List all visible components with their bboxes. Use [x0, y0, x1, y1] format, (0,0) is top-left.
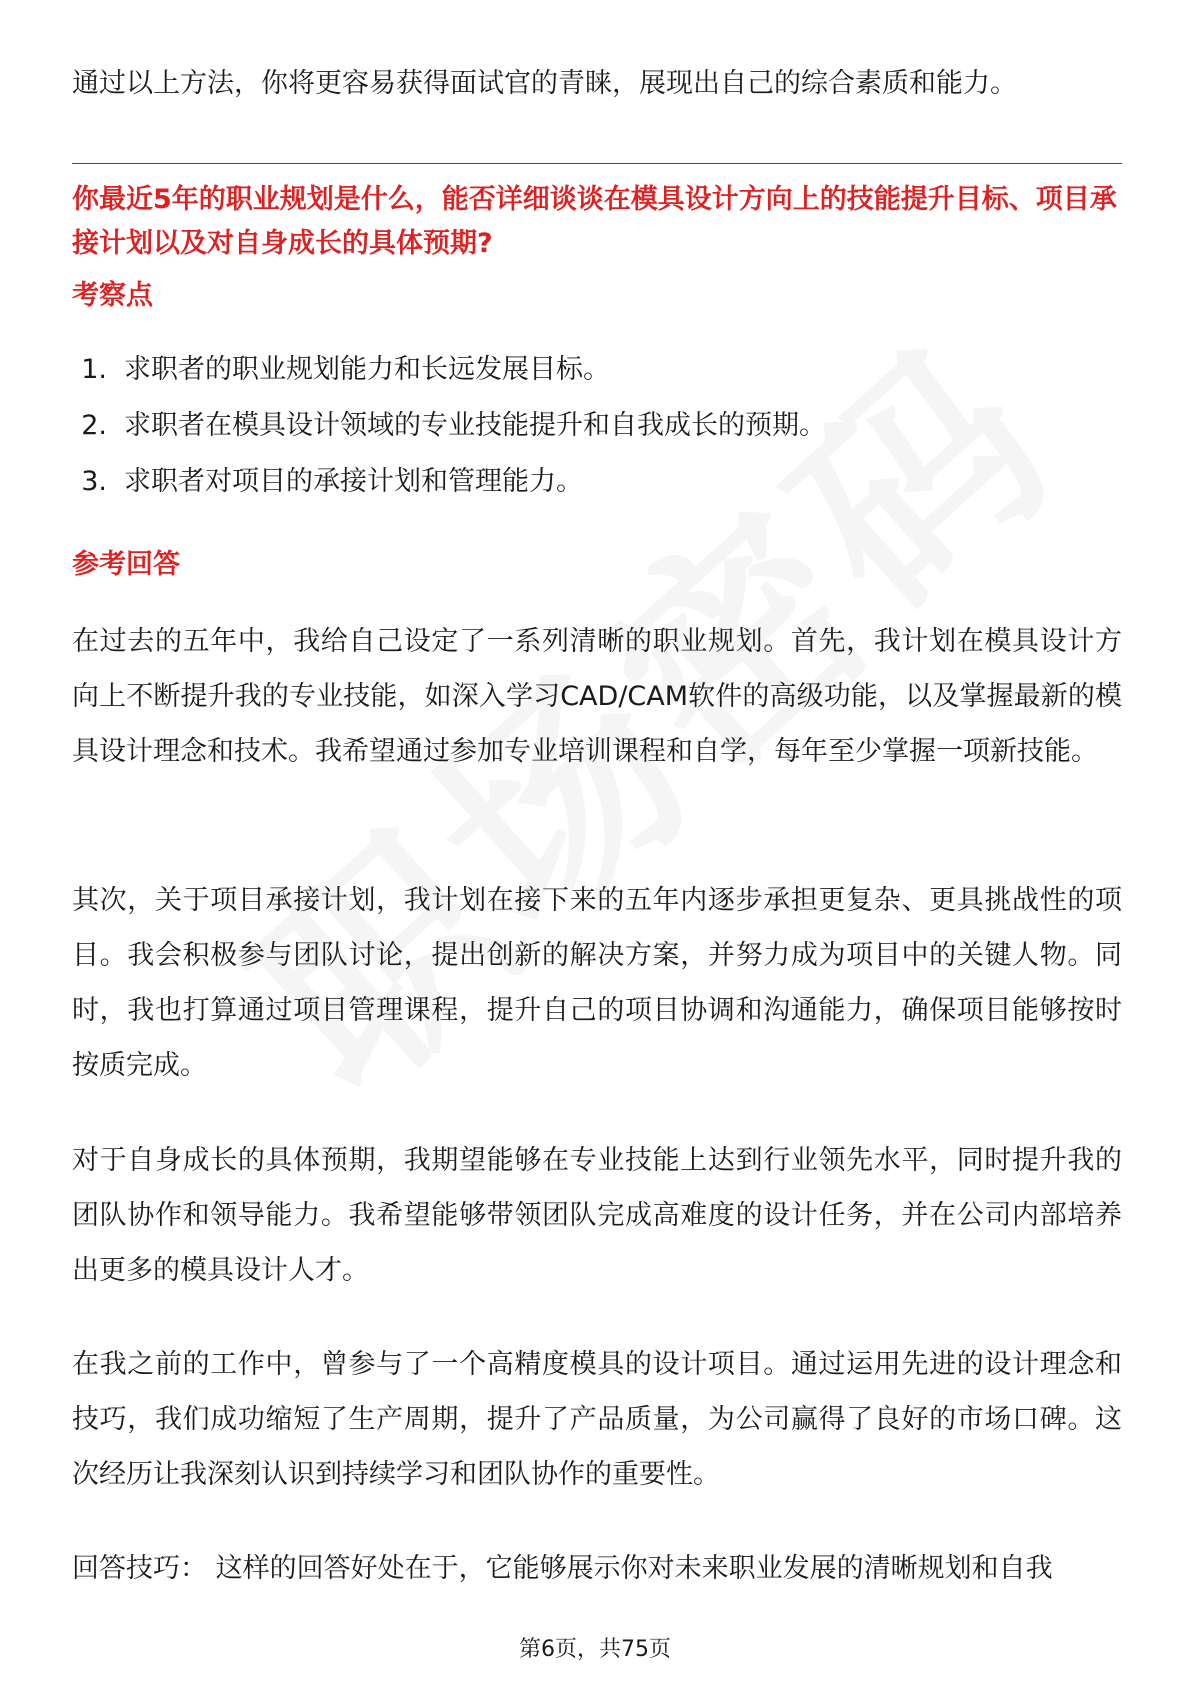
assessment-heading: 考察点: [72, 280, 153, 311]
list-number: 3.: [81, 466, 107, 497]
answer-tips-paragraph: 回答技巧： 这样的回答好处在于，它能够展示你对未来职业发展的清晰规划和自我: [72, 1553, 1053, 1584]
answer-heading: 参考回答: [72, 549, 180, 580]
section-divider: [72, 163, 1122, 164]
list-item: [72, 404, 826, 460]
page-number: 第6页，共75页: [519, 1637, 671, 1662]
list-number: 1.: [81, 354, 107, 385]
answer-paragraph: 其次，关于项目承接计划，我计划在接下来的五年内逐步承担更复杂、更具挑战性的项目。我会积极参与团队讨论，提出创新的解决方案，并努力成为项目中的关键人物。同时，我也打算通过项目管理课程，提升自己的项目协调和沟通能力，确保项目能够按时按质完成。: [72, 885, 1122, 1081]
list-item-text: 求职者的职业规划能力和长远发展目标。: [124, 354, 610, 385]
list-item: [72, 460, 826, 516]
list-item-text: 求职者对项目的承接计划和管理能力。: [124, 466, 583, 497]
assessment-points-list: [72, 348, 826, 516]
list-number: 2.: [81, 410, 107, 441]
answer-paragraph: 对于自身成长的具体预期，我期望能够在专业技能上达到行业领先水平，同时提升我的团队协作和领导能力。我希望能够带领团队完成高难度的设计任务，并在公司内部培养出更多的模具设计人才。: [72, 1145, 1122, 1286]
answer-paragraph: 在过去的五年中，我给自己设定了一系列清晰的职业规划。首先，我计划在模具设计方向上不断提升我的专业技能，如深入学习CAD/CAM软件的高级功能，以及掌握最新的模具设计理念和技术。我希望通过参加专业培训课程和自学，每年至少掌握一项新技能。: [72, 626, 1122, 767]
list-item: [72, 348, 826, 404]
list-item-text: 求职者在模具设计领域的专业技能提升和自我成长的预期。: [124, 410, 826, 441]
intro-text: 通过以上方法，你将更容易获得面试官的青睐，展现出自己的综合素质和能力。: [72, 68, 1017, 99]
interview-question: 你最近5年的职业规划是什么，能否详细谈谈在模具设计方向上的技能提升目标、项目承接计划以及对自身成长的具体预期?: [72, 184, 1117, 259]
answer-paragraph: 在我之前的工作中，曾参与了一个高精度模具的设计项目。通过运用先进的设计理念和技巧，我们成功缩短了生产周期，提升了产品质量，为公司赢得了良好的市场口碑。这次经历让我深刻认识到持续学习和团队协作的重要性。: [72, 1349, 1122, 1490]
